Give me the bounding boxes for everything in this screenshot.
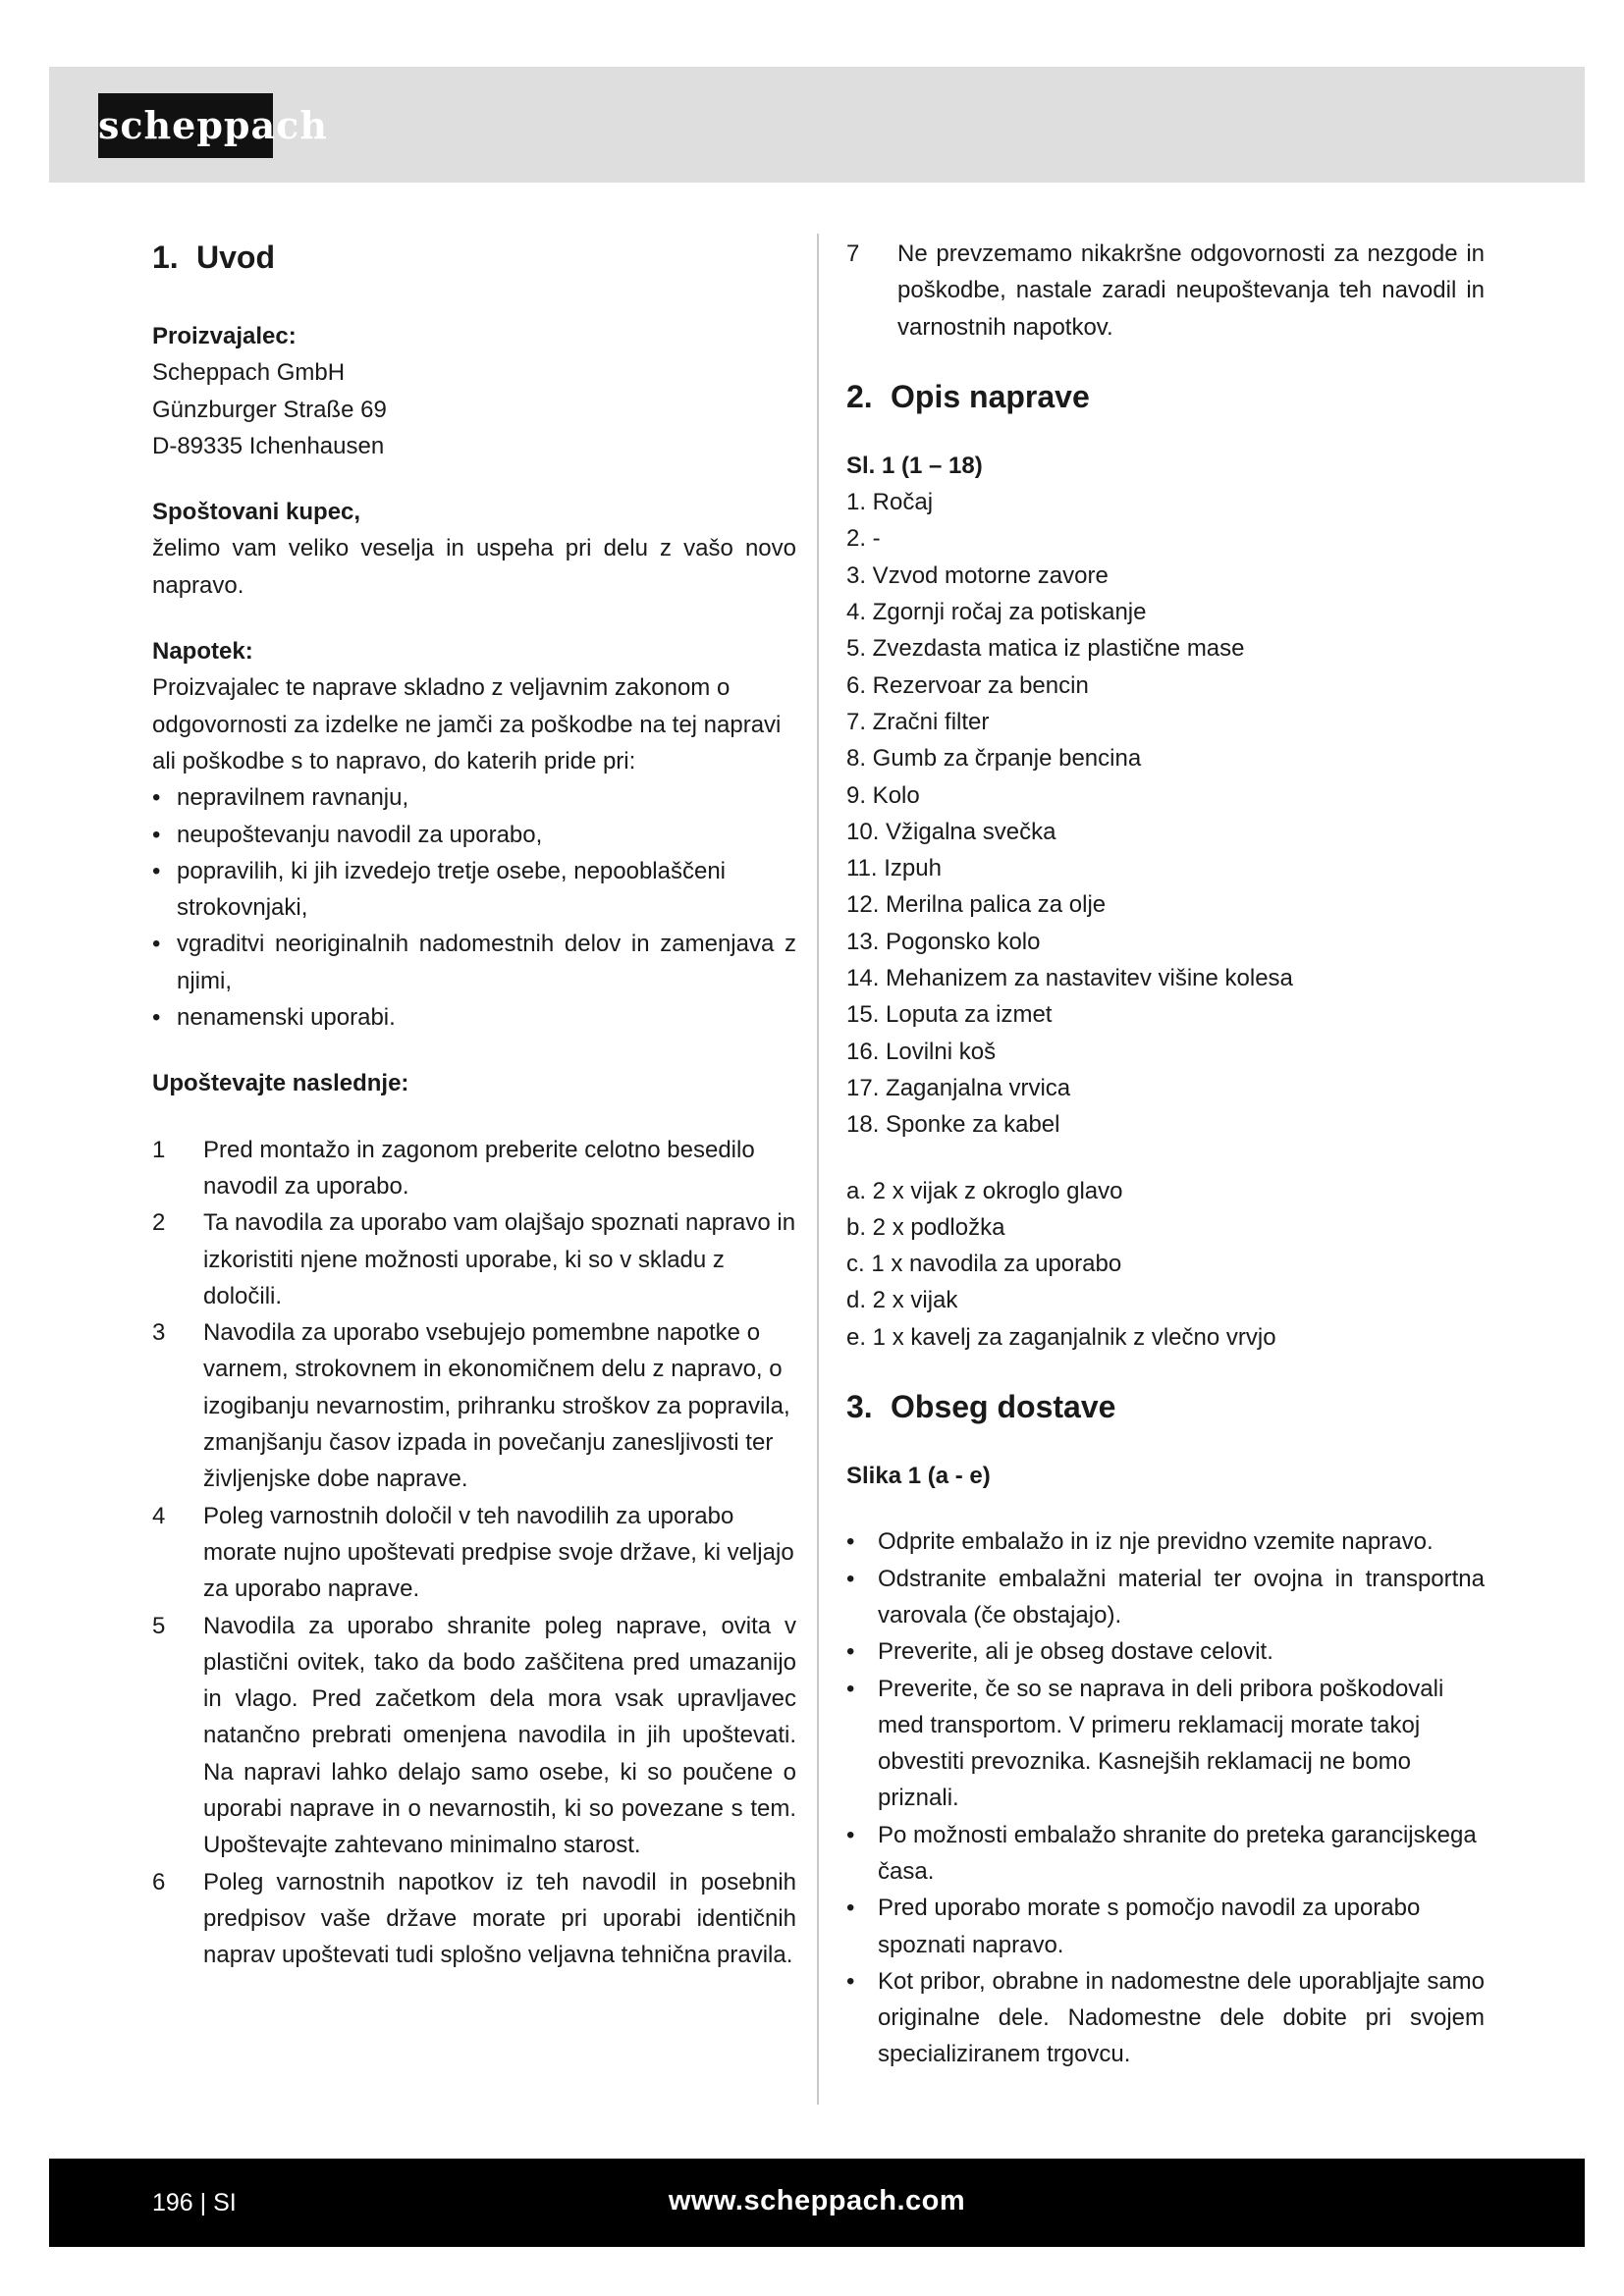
list-item: • neupoštevanju navodil za uporabo,	[152, 817, 796, 853]
list-item: • nenamenski uporabi.	[152, 999, 796, 1036]
list-item: • Preverite, ali je obseg dostave celovit.	[846, 1633, 1485, 1670]
section-heading-obseg-dostave: 3. Obseg dostave	[846, 1389, 1116, 1425]
list-item: 4 Poleg varnostnih določil v teh navodilih za uporabo morate nujno upoštevati predpise svoje države, ki veljajo za uporabo naprave.	[152, 1502, 794, 1603]
list-item: 14. Mehanizem za nastavitev višine kolesa	[846, 965, 1293, 992]
page-number: 196 | SI	[152, 2189, 237, 2216]
observe-numbered-list	[152, 1132, 796, 1974]
manufacturer-line: D-89335 Ichenhausen	[152, 432, 385, 459]
note-text: Proizvajalec te naprave skladno z veljavnim zakonom o odgovornosti za izdelke ne jamči za poškodbe na tej napravi ali poškodbe s to napravo, do katerih pride pri:	[152, 674, 782, 774]
delivery-bullet-list	[846, 1523, 1485, 2072]
list-item: 5. Zvezdasta matica iz plastične mase	[846, 635, 1245, 663]
list-item: 12. Merilna palica za olje	[846, 891, 1107, 919]
list-item: • Odstranite embalažni material ter ovojna in transportna varovala (če obstajajo).	[846, 1561, 1485, 1634]
figure-label: Slika 1 (a - e)	[846, 1463, 991, 1490]
list-item: 2. -	[846, 525, 881, 553]
section-heading-opis-naprave: 2. Opis naprave	[846, 378, 1090, 414]
column-divider	[817, 234, 819, 2105]
website-link[interactable]: www.scheppach.com	[668, 2185, 966, 2216]
header-bar	[49, 67, 1585, 183]
list-item: 8. Gumb za črpanje bencina	[846, 745, 1142, 773]
list-item: • Kot pribor, obrabne in nadomestne dele uporabljajte samo originalne dele. Nadomestne dele dobite pri svojem specializiranem trgovcu.	[846, 1963, 1485, 2073]
list-item: 7 Ne prevzemamo nikakršne odgovornosti za nezgode in poškodbe, nastale zaradi neupoštevanja teh navodil in varnostnih napotkov.	[846, 240, 1485, 341]
list-item: • vgraditvi neoriginalnih nadomestnih delov in zamenjava z njimi,	[152, 926, 796, 999]
list-item: 7. Zračni filter	[846, 708, 990, 735]
list-item: 9. Kolo	[846, 781, 920, 809]
list-item: 2 Ta navodila za uporabo vam olajšajo spoznati napravo in izkoristiti njene možnosti uporabe, ki so v skladu z določili.	[152, 1209, 796, 1309]
footer-bar	[49, 2159, 1585, 2247]
list-item: c. 1 x navodila za uporabo	[846, 1251, 1122, 1278]
left-column	[152, 236, 796, 1973]
customer-label: Spoštovani kupec,	[152, 499, 361, 526]
note-label: Napotek:	[152, 638, 253, 666]
scheppach-logo: scheppach	[98, 93, 273, 158]
list-item: d. 2 x vijak	[846, 1287, 958, 1314]
observe-label: Upoštevajte naslednje:	[152, 1070, 409, 1097]
list-item: b. 2 x podložka	[846, 1213, 1005, 1241]
list-item: 1 Pred montažo in zagonom preberite celotno besedilo navodil za uporabo.	[152, 1136, 755, 1200]
list-item: 10. Vžigalna svečka	[846, 818, 1056, 845]
note-bullet-list	[152, 779, 796, 1036]
manufacturer-line: Günzburger Straße 69	[152, 396, 387, 423]
list-item: • nepravilnem ravnanju,	[152, 779, 796, 816]
figure-label: Sl. 1 (1 – 18)	[846, 452, 983, 479]
list-item: 11. Izpuh	[846, 855, 942, 882]
list-item: 17. Zaganjalna vrvica	[846, 1074, 1071, 1101]
list-item: 6. Rezervoar za bencin	[846, 671, 1089, 699]
parts-list	[846, 484, 1485, 1143]
section-heading-uvod: 1. Uvod	[152, 240, 275, 275]
list-item: • popravilih, ki jih izvedejo tretje osebe, nepooblaščeni strokovnjaki,	[152, 853, 796, 927]
list-item: 4. Zgornji ročaj za potiskanje	[846, 599, 1147, 626]
list-item: 16. Lovilni koš	[846, 1038, 997, 1065]
list-item: 6 Poleg varnostnih napotkov iz teh navodil in posebnih predpisov vaše države morate pri uporabi identičnih naprav upoštevati tudi splošno veljavna tehnična pravila.	[152, 1868, 796, 1969]
list-item: 15. Loputa za izmet	[846, 1001, 1053, 1029]
customer-text: želimo vam veliko veselja in uspeha pri delu z vašo novo napravo.	[152, 535, 796, 599]
list-item: • Pred uporabo morate s pomočjo navodil za uporabo spoznati napravo.	[846, 1890, 1485, 1963]
list-item: 1. Ročaj	[846, 489, 934, 516]
list-item: • Po možnosti embalažo shranite do preteka garancijskega časa.	[846, 1817, 1485, 1891]
manufacturer-label: Proizvajalec:	[152, 323, 297, 349]
list-item: e. 1 x kavelj za zaganjalnik z vlečno vrvjo	[846, 1323, 1276, 1351]
accessories-list	[846, 1173, 1485, 1356]
list-item: 3 Navodila za uporabo vsebujejo pomembne napotke o varnem, strokovnem in ekonomičnem delu z napravo, o izogibanju nevarnostim, prihranku stroškov za popravila, zmanjšanju časov izpada in povečanju zanesljivosti ter življenjske dobe naprave.	[152, 1319, 790, 1493]
list-item: 18. Sponke za kabel	[846, 1111, 1060, 1139]
list-item: • Odprite embalažo in iz nje previdno vzemite napravo.	[846, 1523, 1485, 1560]
list-item: a. 2 x vijak z okroglo glavo	[846, 1177, 1123, 1204]
list-item: 5 Navodila za uporabo shranite poleg naprave, ovita v plastični ovitek, tako da bodo zaščitena pred umazanijo in vlago. Pred začetkom dela mora vsak upravljavec natančno prebrati omenjena navodila in jih upoštevati. Na napravi lahko delajo samo osebe, ki so poučene o uporabi naprave in o nevarnostih, ki so povezane s tem. Upoštevajte zahtevano minimalno starost.	[152, 1612, 796, 1859]
list-item: 3. Vzvod motorne zavore	[846, 561, 1109, 589]
list-item: 13. Pogonsko kolo	[846, 928, 1041, 955]
list-item: • Preverite, če so se naprava in deli pribora poškodovali med transportom. V primeru reklamacij morate takoj obvestiti prevoznika. Kasnejših reklamacij ne bomo priznali.	[846, 1671, 1485, 1817]
right-column	[846, 236, 1485, 2073]
manufacturer-line: Scheppach GmbH	[152, 359, 346, 387]
